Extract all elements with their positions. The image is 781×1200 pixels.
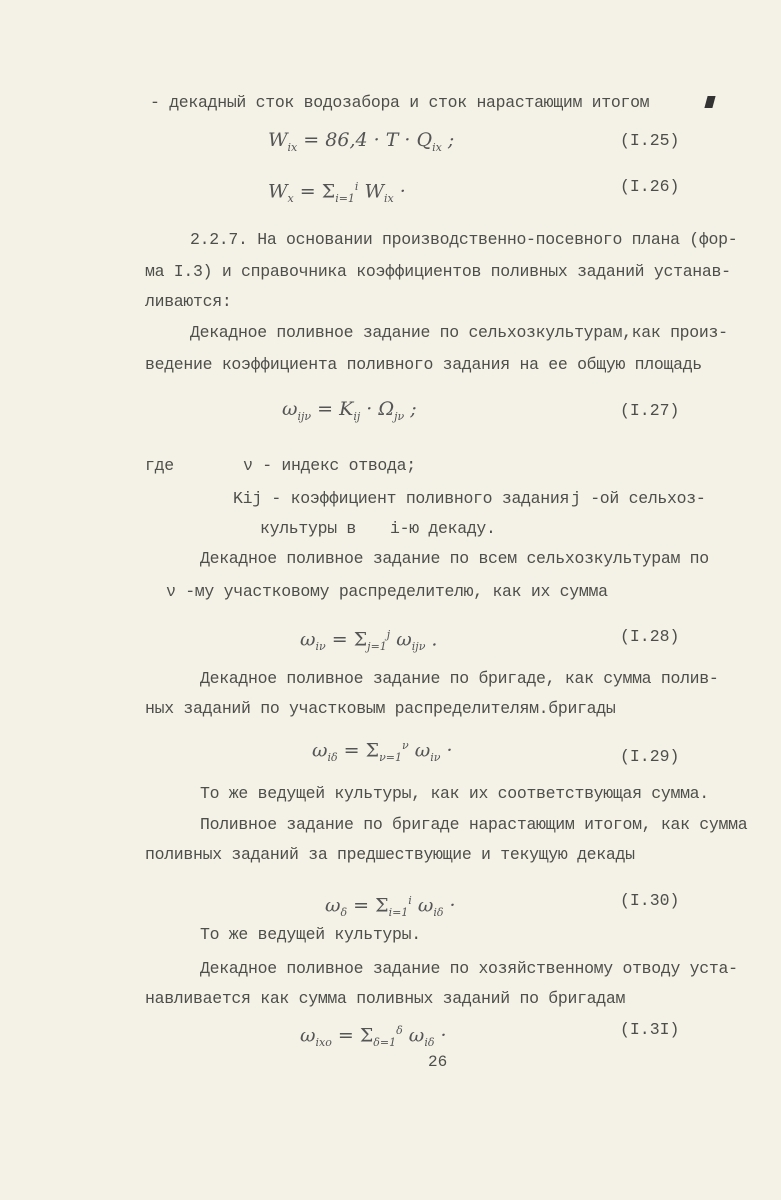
equation-number: (I.29) — [620, 747, 680, 766]
text-line: Декадное поливное задание по бригаде, как сумма полив- — [200, 669, 719, 688]
equation-number: (I.3I) — [620, 1020, 680, 1039]
equation-1-26: $W_x = \Sigma_{i=1}^i$ $W_{ix}$ · — [268, 180, 406, 206]
equation-number: (I.26) — [620, 177, 680, 196]
text-line: Декадное поливное задание по хозяйственному отводу уста- — [200, 959, 738, 978]
text-line: культуры в — [260, 519, 357, 538]
text-line: То же ведущей культуры. — [200, 925, 421, 944]
equation-1-30: $\omega_\delta = \Sigma_{i=1}^i$ $\omega_{i\delta}$ · — [325, 894, 456, 920]
text-line: То же ведущей культуры, как их соответствующая сумма. — [200, 784, 709, 803]
equation-number: (I.25) — [620, 131, 680, 150]
text-line: ν - индекс отвода; — [243, 456, 416, 475]
text-line: - декадный сток водозабора и сток нарастающим итогом — [150, 93, 650, 112]
text-line: навливается как сумма поливных заданий по бригадам — [145, 989, 626, 1008]
page-number: 26 — [428, 1053, 448, 1071]
text-line: Декадное поливное задание по сельхозкультурам,как произ- — [190, 323, 728, 342]
text-line: ведение коэффициента поливного задания на ее общую площадь — [145, 355, 702, 374]
equation-1-25: $W_{ix} = 86,4 \cdot T \cdot Q_{ix}$ ; — [268, 129, 455, 154]
text-line: поливных заданий за предшествующие и текущую декады — [145, 845, 635, 864]
equation-1-31: $\omega_{ixo} = \Sigma_{\delta=1}^\delta$ $\omega_{i\delta}$ · — [300, 1024, 447, 1050]
equation-1-28: $\omega_{i\nu} = \Sigma_{j=1}^j$ $\omega_{ij\nu}$ . — [300, 628, 438, 654]
text-line: 2.2.7. На основании производственно-посевного плана (фор- — [190, 230, 738, 249]
equation-number: (I.30) — [620, 891, 680, 910]
text-line: j -ой сельхоз- — [571, 489, 706, 508]
text-line: i-ю декаду. — [390, 519, 496, 538]
equation-number: (I.27) — [620, 401, 680, 420]
ink-mark — [704, 96, 715, 108]
equation-1-27: $\omega_{ij\nu} = K_{ij} \cdot \Omega_{j\nu}$ ; — [282, 398, 417, 423]
text-line: ма I.3) и справочника коэффициентов поливных заданий устанав- — [145, 262, 731, 281]
text-line: ливаются: — [145, 292, 232, 311]
text-line: ных заданий по участковым распределителям.бригады — [145, 699, 616, 718]
text-line: Kij - коэффициент поливного задания — [233, 489, 570, 508]
text-line: ν -му участковому распределителю, как их сумма — [166, 582, 608, 601]
text-line: где — [145, 456, 174, 475]
text-line: Поливное задание по бригаде нарастающим итогом, как сумма — [200, 815, 748, 834]
equation-1-29: $\omega_{i\delta} = \Sigma_{\nu=1}^\nu$ $\omega_{i\nu}$ · — [312, 739, 453, 765]
text-line: Декадное поливное задание по всем сельхозкультурам по — [200, 549, 709, 568]
equation-number: (I.28) — [620, 627, 680, 646]
